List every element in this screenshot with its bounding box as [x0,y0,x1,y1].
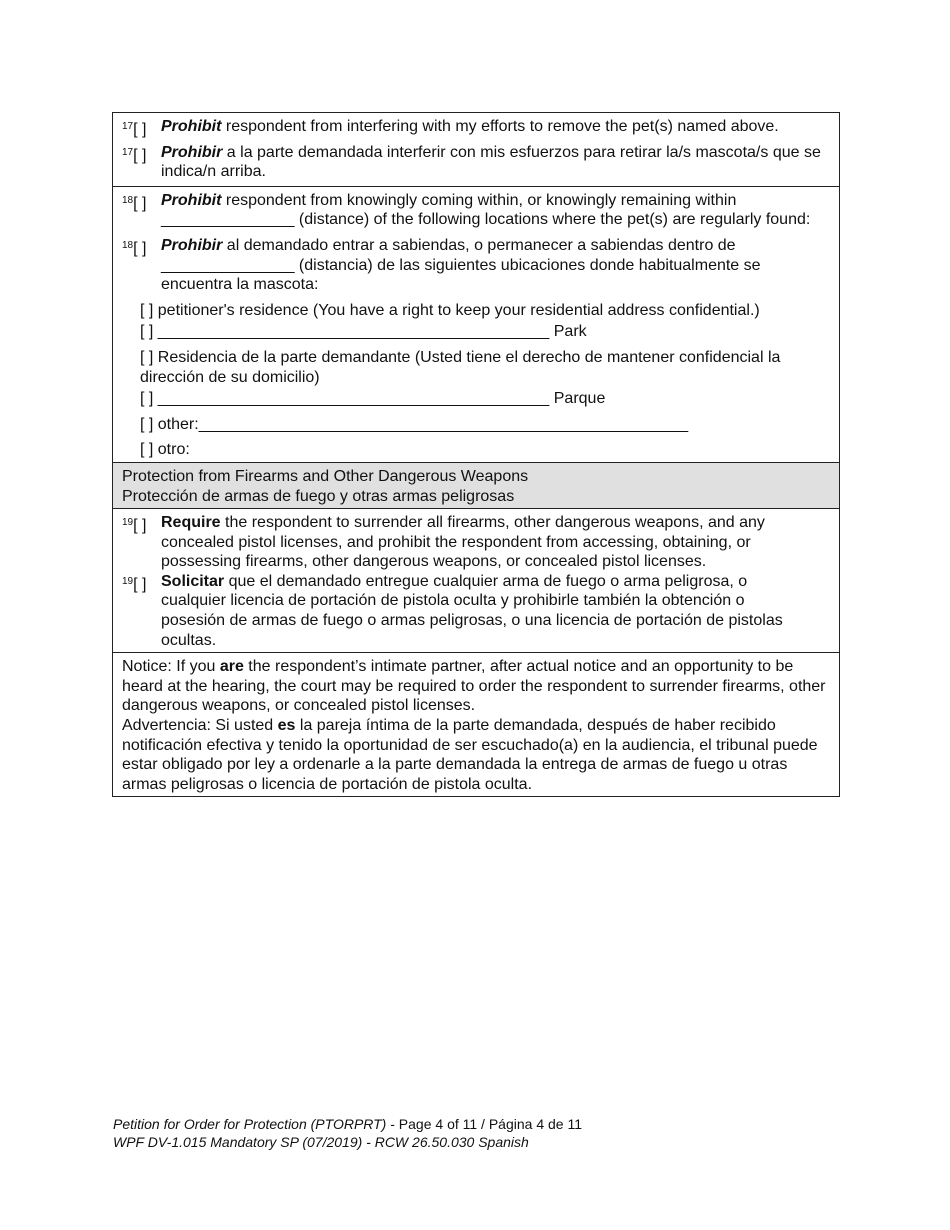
pet-interference-section [113,113,839,186]
checkbox-18-en[interactable]: [ ] [133,194,147,212]
page-footer [113,1115,582,1151]
firearms-title-en: Protection from Firearms and Other Dangerous Weapons [122,467,529,485]
item-17-es: $^{17}$[ ] Prohibir a la parte demandada interferir con mis esfuerzos para retirar la/s mascota/s que se indica/n arriba. [122,143,821,181]
option-parque[interactable]: [ ] ____________________________________________ Parque [140,390,606,408]
pet-locations-section [113,186,839,462]
notice-es: Advertencia: Si usted es la pareja íntima de la parte demandada, después de haber recibido notificación efectiva y tenido la oportunidad de ser escuchado(a) en la audiencia, el tribunal puede estar obligado por ley a ordenarle a la parte demandada la entrega de armas de fuego u otras armas peligrosas o licencia de portación de pistola oculta. [122,717,818,793]
checkbox-18-es[interactable]: [ ] [133,239,147,257]
form-code: WPF DV-1.015 Mandatory SP (07/2019) - RCW 26.50.030 Spanish [113,1134,529,1150]
notice-section [113,652,839,796]
checkbox-17-es[interactable]: [ ] [133,146,147,164]
form-title: Petition for Order for Protection (PTORPRT) [113,1116,387,1132]
item-18-en: $^{18}$[ ] Prohibit respondent from knowingly coming within, or knowingly remaining within _______________ (distance) of the following locations where the pet(s) are regularly found: [122,191,811,229]
option-other[interactable]: [ ] other:_______________________________________________________ [140,415,689,433]
firearms-title-es: Protección de armas de fuego y otras armas peligrosas [122,487,515,505]
distance-field-es[interactable]: _______________ (distancia) de las siguientes ubicaciones donde habitualmente se encuentra la mascota: [161,256,761,294]
item-19-es: $^{19}$[ ] Solicitar que el demandado entregue cualquier arma de fuego o arma peligrosa, o cualquier licencia de portación de pistola oculta y prohibirle también la obtención o posesión de armas de fuego o armas peligrosas, o una licencia de portación de pistolas ocultas. [122,572,783,649]
checkbox-19-en[interactable]: [ ] [133,517,147,535]
distance-field-en[interactable]: _______________ (distance) of the following locations where the pet(s) are regularly found: [161,211,811,229]
item-17-en: $^{17}$[ ] Prohibit respondent from interfering with my efforts to remove the pet(s) named above. [122,118,779,138]
option-otro[interactable]: [ ] otro: [140,441,190,459]
option-residencia[interactable]: [ ] Residencia de la parte demandante (Usted tiene el derecho de mantener confidencial la dirección de su domicilio) [140,348,781,386]
item-19-en: $^{19}$[ ] Require the respondent to surrender all firearms, other dangerous weapons, and any concealed pistol licenses, and prohibit the respondent from accessing, obtaining, or possessing firearms, other dangerous weapons, or concealed pistol licenses. [122,514,765,571]
firearms-section-header [113,462,839,508]
petition-form-table [112,112,840,797]
item-18-es: $^{18}$[ ] Prohibir al demandado entrar a sabiendas, o permanecer a sabiendas dentro de _______________ (distancia) de las siguientes ubicaciones donde habitualmente se encuentra la mascota: [122,236,761,294]
checkbox-19-es[interactable]: [ ] [133,575,147,593]
option-petitioner-residence[interactable]: [ ] petitioner's residence (You have a right to keep your residential address confidential.) [140,301,760,319]
notice-en: Notice: If you are the respondent’s intimate partner, after actual notice and an opportunity to be heard at the hearing, the court may be required to order the respondent to surrender firearms, other dangerous weapons, or concealed pistol licenses. [122,658,826,715]
checkbox-17-en[interactable]: [ ] [133,121,147,138]
option-park[interactable]: [ ] ____________________________________________ Park [140,323,587,341]
page-info: - Page 4 of 11 / Página 4 de 11 [386,1116,582,1132]
firearms-surrender-section [113,508,839,652]
